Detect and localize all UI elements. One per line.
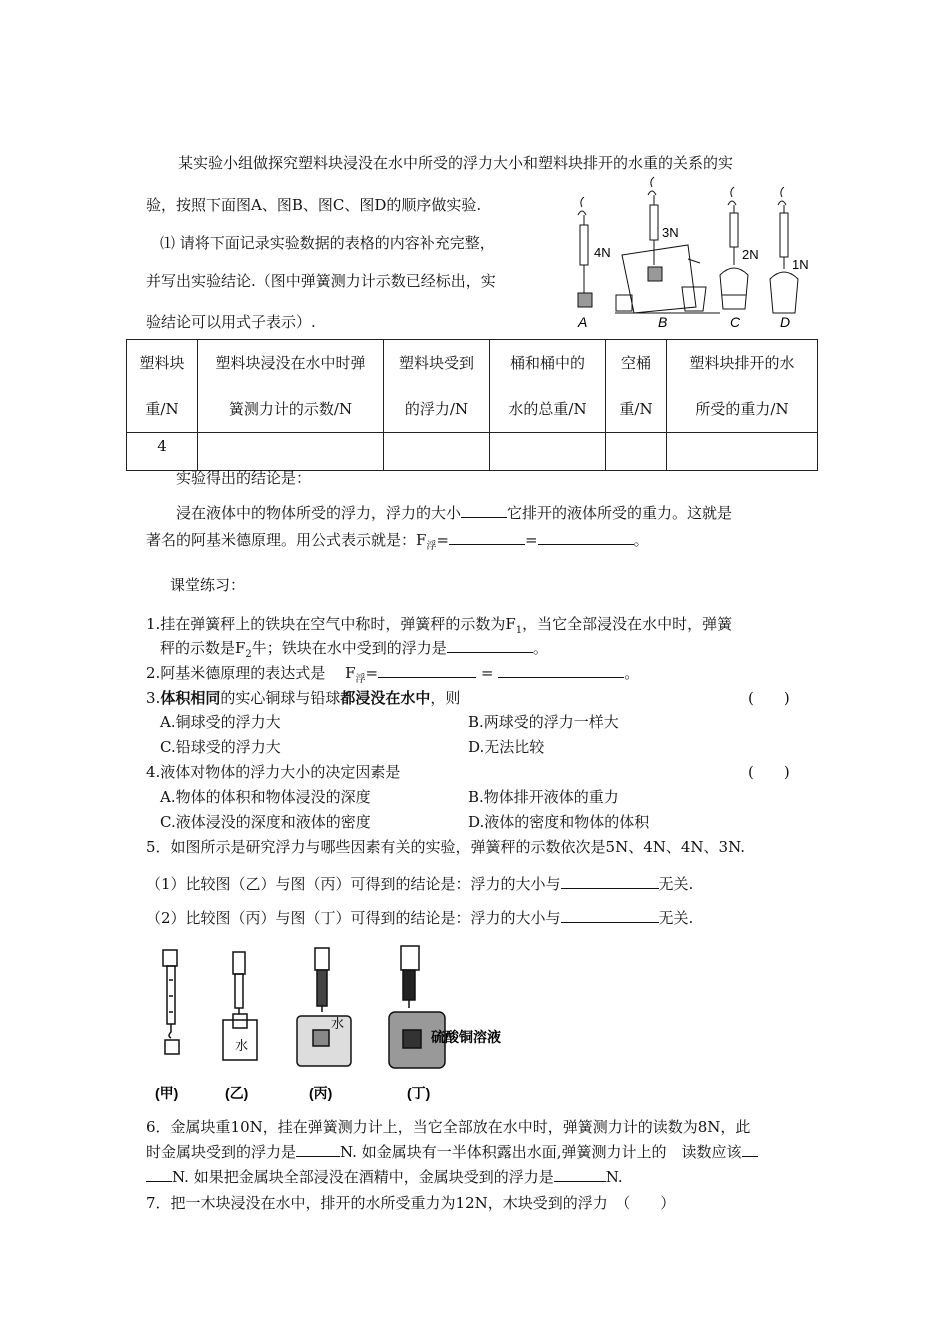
q2: 2.阿基米德原理的表达式是 $F_浮=$ = 。: [146, 664, 640, 685]
reading-a: 4N: [594, 245, 611, 260]
fig2-label-yi: (乙): [225, 1085, 249, 1101]
intro-line-4: 并写出实验结论.（图中弹簧测力计示数已经标出，实: [146, 272, 496, 290]
reading-b: 3N: [662, 225, 679, 240]
q4-option-a[interactable]: A.物体的体积和物体浸没的深度: [160, 788, 371, 806]
buoyancy-figure: [145, 940, 505, 1105]
label-a: A: [578, 314, 588, 330]
label-d: D: [780, 314, 791, 330]
q6-line-1: 6．金属块重10N，挂在弹簧测力计上，当它全部放在水中时，弹簧测力计的读数为8N，此: [146, 1118, 751, 1136]
header-cell: 塑料块浸没在水中时弹 簧测力计的示数/N: [198, 340, 384, 433]
q4-option-b[interactable]: B.物体排开液体的重力: [468, 788, 619, 806]
table-cell[interactable]: [198, 433, 384, 471]
blank[interactable]: [554, 1167, 606, 1182]
blank[interactable]: [561, 908, 659, 923]
conclusion-line-1: 浸在液体中的物体所受的浮力，浮力的大小 它排开的液体所受的重力。这就是: [176, 504, 733, 522]
blank[interactable]: [498, 663, 624, 678]
intro-line-5: 验结论可以用式子表示）.: [146, 313, 316, 331]
q4-option-c[interactable]: C.液体浸没的深度和液体的密度: [160, 813, 371, 831]
q3-answer-paren[interactable]: ( ): [748, 689, 790, 707]
q3-option-d[interactable]: D.无法比较: [468, 738, 545, 756]
practice-heading: 课堂练习：: [170, 576, 246, 594]
fig2-water-label-1: 水: [235, 1038, 249, 1053]
q4-answer-paren[interactable]: ( ): [748, 763, 790, 781]
fig2-label-ding: (丁): [407, 1085, 431, 1101]
q1-line-1: 1.挂在弹簧秤上的铁块在空气中称时，弹簧秤的示数为$F_1$，当它全部浸没在水中时，弹簧: [146, 615, 733, 636]
table-header-row: [127, 340, 818, 433]
q6-line-3: N. 如果把金属块全部浸没在酒精中，金属块受到的浮力是 N.: [146, 1167, 623, 1187]
q4-option-d[interactable]: D.液体的密度和物体的体积: [468, 813, 650, 831]
q3-option-a[interactable]: A.铜球受的浮力大: [160, 713, 281, 731]
table-cell[interactable]: 4: [127, 433, 198, 471]
q1-line-2: 秤的示数是$F_2$牛；铁块在水中受到的浮力是 。: [160, 639, 548, 660]
blank[interactable]: [449, 530, 525, 545]
fig2-solution-label: 硫酸铜溶液: [431, 1030, 501, 1046]
fig2-label-bing: (丙): [309, 1085, 333, 1101]
table-cell[interactable]: [667, 433, 818, 471]
q3-option-b[interactable]: B.两球受的浮力一样大: [468, 713, 619, 731]
label-c: C: [730, 314, 741, 330]
blank[interactable]: [146, 1167, 172, 1182]
label-b: B: [658, 314, 668, 330]
q7: 7．把一木块浸没在水中，排开的水所受重力为12N，木块受到的浮力 （ ）: [146, 1194, 676, 1212]
table-cell[interactable]: [606, 433, 667, 471]
table-cell[interactable]: [384, 433, 490, 471]
blank[interactable]: [538, 530, 634, 545]
header-cell: 塑料块 重/N: [127, 340, 198, 433]
table-cell[interactable]: [490, 433, 606, 471]
intro-line-3: ⑴ 请将下面记录实验数据的表格的内容补充完整，: [160, 234, 495, 252]
q3-option-c[interactable]: C.铅球受的浮力大: [160, 738, 281, 756]
blank[interactable]: [461, 503, 507, 518]
header-cell: 桶和桶中的 水的总重/N: [490, 340, 606, 433]
fig2-water-label-2: 水: [331, 1016, 345, 1031]
experiment-figure-abcd: [570, 175, 820, 335]
blank[interactable]: [378, 663, 476, 678]
header-cell: 空桶 重/N: [606, 340, 667, 433]
q5-part-2: （2）比较图（丙）与图（丁）可得到的结论是：浮力的大小与 无关.: [146, 909, 694, 927]
data-table: [126, 339, 818, 471]
reading-d: 1N: [792, 257, 809, 272]
blank[interactable]: [447, 638, 533, 653]
conclusion-heading: 实验得出的结论是：: [176, 469, 312, 487]
conclusion-line-2: 著名的阿基米德原理。用公式表示就是：$F_浮=$ = 。: [146, 531, 649, 552]
reading-c: 2N: [742, 247, 759, 262]
q3: 3.体积相同的实心铜球与铅球都浸没在水中，则: [146, 689, 461, 707]
header-cell: 塑料块受到 的浮力/N: [384, 340, 490, 433]
intro-line-1: 某实验小组做探究塑料块浸没在水中所受的浮力大小和塑料块排开的水重的关系的实: [178, 154, 734, 172]
q4: 4.液体对物体的浮力大小的决定因素是: [146, 763, 401, 781]
fig2-label-jia: (甲): [155, 1085, 179, 1101]
blank[interactable]: [742, 1142, 758, 1157]
q5-part-1: （1）比较图（乙）与图（丙）可得到的结论是：浮力的大小与 无关.: [146, 875, 694, 893]
intro-line-2: 验，按照下面图A、图B、图C、图D的顺序做实验.: [146, 196, 482, 214]
table-row: [127, 433, 818, 471]
header-cell: 塑料块排开的水 所受的重力/N: [667, 340, 818, 433]
blank[interactable]: [296, 1142, 340, 1157]
q6-line-2: 时金属块受到的浮力是 N. 如金属块有一半体积露出水面,弹簧测力计上的 读数应该: [146, 1142, 758, 1162]
blank[interactable]: [561, 874, 659, 889]
q5: 5．如图所示是研究浮力与哪些因素有关的实验，弹簧秤的示数依次是5N、4N、4N、3N.: [146, 838, 746, 856]
